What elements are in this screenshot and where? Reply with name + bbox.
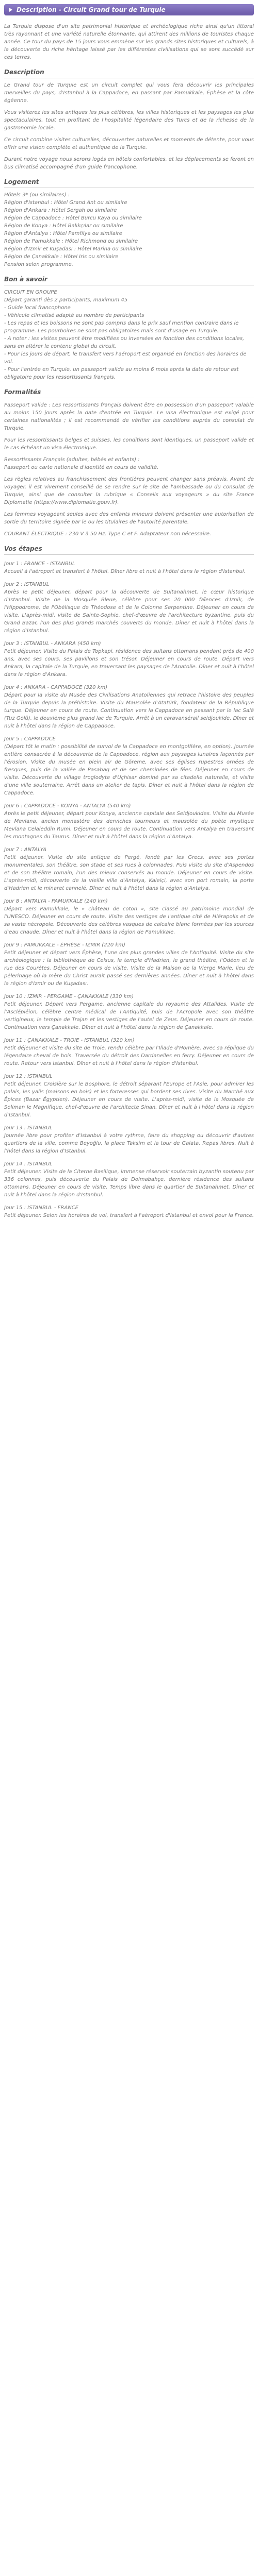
day-text: (Départ tôt le matin : possibilité de survol de la Cappadoce en montgolfière, en option). Journée entière consacrée à la découverte de la Cappadoce, région aux paysages lunaires façonnés par l'érosion. Visite du musée en plein air de Göreme, avec ses églises rupestres ornées de fresques, puis de la vallée de Pasabag et de ses cheminées de fées. Déjeuner en cours de visite. Découverte du village troglodyte d'Uçhisar dominé par sa citadelle naturelle, et visite d'une ville souterraine. Arrêt dans un atelier de tapis. Dîner et nuit à l'hôtel dans la région de Cappadoce. — [4, 744, 254, 796]
paragraph: Le Grand tour de Turquie est un circuit complet qui vous fera découvrir les principales merveilles du pays, d'Istanbul à la Cappadoce, en passant par Pamukkale, Éphèse et la côte égéenne. — [4, 82, 254, 104]
itinerary-day — [4, 1037, 254, 1067]
list-item: Région d'Istanbul : Hôtel Grand Ant ou similaire — [4, 200, 127, 206]
page-title: Description - Circuit Grand tour de Turquie — [17, 6, 166, 13]
section-description — [4, 69, 254, 171]
day-title: Jour 11 : ÇANAKKALE - TROIE - ISTANBUL (320 km) — [4, 1038, 135, 1043]
section-formalites — [4, 388, 254, 538]
day-title: Jour 1 : FRANCE - ISTANBUL — [4, 561, 75, 567]
day-text: Petit déjeuner. Visite du Palais de Topkapi, résidence des sultans ottomans pendant près de 400 ans, avec ses cours, ses pavillons et son trésor. Déjeuner en cours de route. Départ vers Ankara, la capitale de la Turquie, en traversant les paysages de l'Anatolie. Dîner et nuit à l'hôtel dans la région d'Ankara. — [4, 649, 254, 677]
section-heading: Bon à savoir — [4, 276, 47, 283]
itinerary-day — [4, 846, 254, 892]
day-text: Après le petit déjeuner, départ pour Konya, ancienne capitale des Seldjoukides. Visite du Musée de Mevlana, ancien monastère des derviches tourneurs et mausolée du poète mystique Mevlana Celaleddin Rumi. Déjeuner en cours de route. Continuation vers Antalya en traversant les montagnes du Taurus. Dîner et nuit à l'hôtel dans la région d'Antalya. — [4, 811, 254, 840]
itinerary-day — [4, 581, 254, 635]
day-title: Jour 2 : ISTANBUL — [4, 582, 50, 587]
day-text: Petit déjeuner. Départ vers Pergame, ancienne capitale du royaume des Attalides. Visite de l'Asclépiéion, célèbre centre médical de l'Antiquité, puis de l'Acropole avec son théâtre vertigineux, le temple de Trajan et les vestiges de l'autel de Zeus. Déjeuner en cours de route. Continuation vers Çanakkale. Dîner et nuit à l'hôtel dans la région de Çanakkale. — [4, 1002, 254, 1030]
day-text: Petit déjeuner. Croisière sur le Bosphore, le détroit séparant l'Europe et l'Asie, pour admirer les palais, les yalis (maisons en bois) et les forteresses qui bordent ses rives. Visite du Marché aux Épices (Bazar Égyptien). Déjeuner en cours de visite. L'après-midi, visite de la Mosquée de Soliman le Magnifique, chef-d'œuvre de l'architecte Sinan. Dîner et nuit à l'hôtel dans la région d'Istanbul. — [4, 1081, 254, 1118]
list-item: Région de Pamukkale : Hôtel Richmond ou similaire — [4, 239, 138, 244]
paragraph: Les femmes voyageant seules avec des enfants mineurs doivent présenter une autorisation de sortie du territoire signée par le ou les titulaires de l'autorité parentale. — [4, 512, 254, 525]
list-item: - Pour l'entrée en Turquie, un passeport valide au moins 6 mois après la date de retour est obligatoire pour les ressortissants français. — [4, 367, 239, 380]
list-item: Départ garanti dès 2 participants, maximum 45 — [4, 297, 128, 303]
list-item: Région d'Antalya : Hôtel Pamfilya ou similaire — [4, 231, 122, 236]
paragraph: Les règles relatives au franchissement des frontières peuvent changer sans préavis. Avant de voyager, il est vivement conseillé de se rendre sur le site de l'ambassade ou du consulat de Turquie, ainsi que de consulter la rubrique « Conseils aux voyageurs » du site France Diplomatie (https://www.diplomatie.gouv.fr). — [4, 477, 254, 505]
day-text: Départ pour la visite du Musée des Civilisations Anatoliennes qui retrace l'histoire des peuples de la Turquie depuis la préhistoire. Visite du Mausolée d'Atatürk, fondateur de la République turque. Déjeuner en cours de route. Continuation vers la Cappadoce en passant par le lac Salé (Tuz Gölü), le deuxième plus grand lac de Turquie. Arrêt à un caravansérail seldjoukide. Dîner et nuit à l'hôtel dans la région de Cappadoce. — [4, 692, 254, 729]
itinerary-day — [4, 1160, 254, 1199]
itinerary-day — [4, 684, 254, 730]
itinerary-day — [4, 802, 254, 841]
paragraph: Durant notre voyage nous serons logés en hôtels confortables, et les déplacements se feront en bus climatisé accompagné d'un guide francophone. — [4, 157, 254, 170]
itinerary-day — [4, 993, 254, 1031]
arrow-right-icon — [9, 8, 12, 12]
section-heading: Formalités — [4, 388, 41, 396]
list-item: CIRCUIT EN GROUPE — [4, 290, 57, 295]
day-title: Jour 14 : ISTANBUL — [4, 1161, 53, 1167]
paragraph: Passeport valide : Les ressortissants français doivent être en possession d'un passeport valable au moins 150 jours après la date d'entrée en Turquie. Le visa électronique est exigé pour certaines nationalités ; il est recommandé de vérifier les conditions auprès du consulat de Turquie. — [4, 402, 254, 431]
paragraph: COURANT ÉLECTRIQUE : 230 V à 50 Hz. Type C et F. Adaptateur non nécessaire. — [4, 531, 212, 537]
list-item: - A noter : les visites peuvent être modifiées ou inversées en fonction des conditions locales, sans en altérer le contenu global du circuit. — [4, 336, 245, 349]
day-title: Jour 12 : ISTANBUL — [4, 1074, 53, 1079]
day-title: Jour 3 : ISTANBUL - ANKARA (450 km) — [4, 641, 101, 647]
list-item: Région de Çanakkale : Hôtel Iris ou similaire — [4, 254, 119, 260]
day-title: Jour 10 : IZMIR - PERGAME - ÇANAKKALE (330 km) — [4, 994, 134, 999]
paragraph: Pour les ressortissants belges et suisses, les conditions sont identiques, un passeport valide et le cas échéant un visa électronique. — [4, 437, 254, 451]
paragraph: Passeport ou carte nationale d'identité en cours de validité. — [4, 465, 159, 470]
list-item: - Véhicule climatisé adapté au nombre de participants — [4, 313, 144, 318]
section-logement — [4, 178, 254, 268]
day-title: Jour 9 : PAMUKKALE - ÉPHÈSE - IZMIR (220 km) — [4, 942, 125, 948]
day-title: Jour 7 : ANTALYA — [4, 847, 46, 853]
divider — [4, 554, 254, 555]
paragraph: Vous visiterez les sites antiques les plus célèbres, les villes historiques et les paysages les plus spectaculaires, tout en profitant de l'hospitalité légendaire des Turcs et de la richesse de la gastronomie locale. — [4, 110, 254, 131]
section-heading: Description — [4, 69, 44, 76]
day-text: Départ vers Pamukkale, le « château de coton », site classé au patrimoine mondial de l'UNESCO. Déjeuner en cours de route. Visite des vestiges de l'antique cité de Hiérapolis et de sa vaste nécropole. Découverte des célèbres vasques de calcaire blanc formées par les sources d'eau chaude. Dîner et nuit à l'hôtel dans la région de Pamukkale. — [4, 906, 254, 935]
day-text: Petit déjeuner et visite du site de Troie, rendu célèbre par l'Iliade d'Homère, avec sa réplique du légendaire cheval de bois. Traversée du détroit des Dardanelles en ferry. Déjeuner en cours de route. Retour vers Istanbul. Dîner et nuit à l'hôtel dans la région d'Istanbul. — [4, 1045, 254, 1066]
section-bon-a-savoir — [4, 276, 254, 381]
list-item: Région d'Ankara : Hôtel Sergah ou similaire — [4, 208, 117, 213]
day-title: Jour 6 : CAPPADOCE - KONYA - ANTALYA (540 km) — [4, 803, 131, 809]
itinerary-day — [4, 1124, 254, 1155]
day-text: Journée libre pour profiter d'Istanbul à votre rythme, faire du shopping ou découvrir d'autres quartiers de la ville, comme Beyoğlu, la place Taksim et la tour de Galata. Repas libres. Nuit à l'hôtel dans la région d'Istanbul. — [4, 1133, 254, 1154]
itinerary-day — [4, 897, 254, 936]
itinerary-day — [4, 1073, 254, 1119]
itinerary-day — [4, 640, 254, 679]
page — [0, 4, 258, 1230]
day-text: Petit déjeuner. Visite de la Citerne Basilique, immense réservoir souterrain byzantin soutenu par 336 colonnes, puis découverte du Palais de Dolmabahçe, dernière résidence des sultans ottomans. Déjeuner en cours de visite. Temps libre dans le quartier de Sultanahmet. Dîner et nuit à l'hôtel dans la région d'Istanbul. — [4, 1169, 254, 1198]
day-text: Accueil à l'aéroport et transfert à l'hôtel. Dîner libre et nuit à l'hôtel dans la région d'Istanbul. — [4, 569, 246, 574]
day-text: Après le petit déjeuner, départ pour la découverte de Sultanahmet, le cœur historique d'Istanbul. Visite de la Mosquée Bleue, célèbre pour ses 20 000 faïences d'Iznik, de l'Hippodrome, de l'Obélisque de Théodose et de la Colonne Serpentine. Déjeuner en cours de visite. L'après-midi, visite de Sainte-Sophie, chef-d'œuvre de l'architecture byzantine, puis du Grand Bazar, l'un des plus grands marchés couverts du monde. Dîner et nuit à l'hôtel dans la région d'Istanbul. — [4, 589, 254, 634]
list-item: - Pour les jours de départ, le transfert vers l'aéroport est organisé en fonction des horaires de vol. — [4, 351, 247, 365]
list-item: - Les repas et les boissons ne sont pas compris dans le prix sauf mention contraire dans le programme. Les pourboires ne sont pas obligatoires mais sont d'usage en Turquie. — [4, 320, 239, 334]
list-item: Région de Konya : Hôtel Balıkçılar ou similaire — [4, 223, 123, 229]
page-title-bar — [4, 4, 254, 15]
intro-text: La Turquie dispose d'un site patrimonial historique et archéologique riche ainsi qu'un littoral très rayonnant et une variété naturelle étonnante, qui attirent des millions de touristes chaque année. Ce tour du pays de 15 jours vous emmène sur les grands sites historiques et culturels, à la découverte du riche héritage laissé par les différentes civilisations qui se sont succédé sur ces terres. — [4, 24, 254, 60]
itinerary-day — [4, 941, 254, 988]
day-text: Petit déjeuner. Selon les horaires de vol, transfert à l'aéroport d'Istanbul et envol pour la France. — [4, 1213, 254, 1218]
section-heading: Vos étapes — [4, 545, 42, 552]
itinerary-day — [4, 735, 254, 797]
day-text: Petit déjeuner. Visite du site antique de Pergé, fondé par les Grecs, avec ses portes monumentales, son théâtre, son stade et ses rues à colonnades. Puis visite du site d'Aspendos et de son théâtre romain, l'un des mieux conservés au monde. Déjeuner en cours de visite. L'après-midi, découverte de la vieille ville d'Antalya, Kaleiçi, avec son port romain, la porte d'Hadrien et le minaret cannelé. Dîner et nuit à l'hôtel dans la région d'Antalya. — [4, 855, 254, 891]
day-title: Jour 5 : CAPPADOCE — [4, 736, 56, 742]
list-item: Ressortissants Français (adultes, bébés et enfants) : — [4, 457, 140, 463]
day-title: Jour 15 : ISTANBUL - FRANCE — [4, 1205, 78, 1211]
section-heading: Logement — [4, 178, 39, 185]
list-item: Région d'Izmir et Kuşadası : Hôtel Marina ou similaire — [4, 246, 142, 252]
itinerary-day — [4, 1204, 254, 1219]
itinerary-day — [4, 560, 254, 575]
day-title: Jour 13 : ISTANBUL — [4, 1125, 53, 1131]
section-itineraire — [4, 545, 254, 1219]
day-title: Jour 4 : ANKARA - CAPPADOCE (320 km) — [4, 685, 108, 690]
list-item: Pension selon programme. — [4, 262, 73, 267]
day-text: Petit déjeuner et départ vers Éphèse, l'une des plus grandes villes de l'Antiquité. Visite du site archéologique : la bibliothèque de Celsus, le temple d'Hadrien, le grand théâtre, l'Odéon et la rue des Courètes. Déjeuner en cours de visite. Visite de la Maison de la Vierge Marie, lieu de pèlerinage où la mère du Christ aurait passé ses dernières années. Dîner et nuit à l'hôtel dans la région d'Izmir ou de Kuşadası. — [4, 950, 254, 987]
list-item: - Guide local francophone — [4, 305, 71, 311]
list-item: Hôtels 3* (ou similaires) : — [4, 192, 70, 198]
paragraph: Ce circuit combine visites culturelles, découvertes naturelles et moments de détente, pour vous offrir une vision complète et authentique de la Turquie. — [4, 137, 254, 150]
day-title: Jour 8 : ANTALYA - PAMUKKALE (240 km) — [4, 899, 108, 904]
list-item: Région de Cappadoce : Hôtel Burcu Kaya ou similaire — [4, 215, 142, 221]
